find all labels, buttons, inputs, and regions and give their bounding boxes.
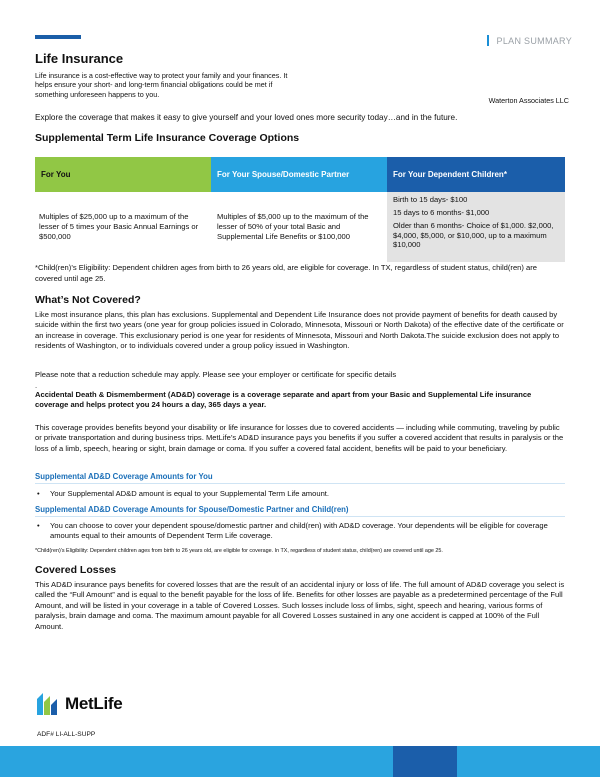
page-title: Life Insurance — [35, 51, 124, 66]
document-code: ADF# LI-ALL-SUPP — [37, 731, 96, 738]
footer-band-light-blue-right — [457, 746, 600, 777]
plan-summary-label — [487, 35, 572, 46]
metlife-wordmark: MetLife — [65, 694, 123, 713]
metlife-logo-icon — [37, 693, 61, 715]
add-description-text: This coverage provides benefits beyond your disability or life insurance for losses due to covered accidents — including while commuting, traveling by public or private transportation and during business trips. MetLife’s AD&D insurance pays you benefits if you suffer a covered accident that results in paralysis or the loss of a limb, speech, hearing or sight, brain damage or coma. If you suffer a covered fatal accident, benefits will be paid to your beneficiary. — [35, 423, 564, 453]
intro-text: Life insurance is a cost-effective way to protect your family and your finances. It helps ensure your short- and long-term financial obligations could be met if something unforeseen happens to you. — [35, 71, 288, 99]
supplemental-title: Supplemental Term Life Insurance Coverage Options — [35, 132, 300, 144]
covered-losses-text: This AD&D insurance pays benefits for covered losses that are the result of an accidental injury or loss of life. The full amount of AD&D coverage you select is called the “Full Amount” and is equal to the benefit payable for the loss of life. Benefits for other losses are payable as a predetermined percentage of the Full Amount, and will be listed in your coverage in a table of Covered Losses. Such losses include loss of limbs, sight, speech and hearing, various forms of paralysis, brain damage and coma. The maximum amount payable for all Covered Losses sustained in any one accident is capped at 100% of the Full Amount. — [35, 580, 565, 631]
add-spouse-bullet-text: You can choose to cover your dependent spouse/domestic partner and child(ren) with AD&D coverage. Your dependents will be eligible for coverage amounts equal to their amounts of Dependent Term Life coverage. — [50, 521, 548, 541]
add-you-bullet-text: Your Supplemental AD&D amount is equal to your Supplemental Term Life amount. — [50, 489, 330, 498]
cell-for-you — [35, 192, 211, 262]
not-covered-title: What’s Not Covered? — [35, 294, 141, 306]
footer-band-light-blue — [0, 746, 393, 777]
cell-for-you-text: Multiples of $25,000 up to a maximum of the lesser of 5 times your Basic Annual Earnings or $500,000 — [39, 212, 199, 241]
add-intro-text: Accidental Death & Dismemberment (AD&D) coverage is a coverage separate and apart from your Basic and Supplemental Life insurance coverage and helps protect you 24 hours a day, 365 days a year. — [35, 390, 532, 410]
cell-for-children — [387, 192, 565, 262]
children-eligibility-note: *Child(ren)’s Eligibility: Dependent children ages from birth to 26 years old, are eligible for coverage. In TX, regardless of student status, child(ren) are covered until age 25. — [35, 263, 538, 283]
stray-period: . — [35, 381, 38, 390]
child-option-3: Older than 6 months- Choice of $1,000. $2,000, $4,000, $5,000, or $10,000, up to a maximum $10,000 — [393, 220, 554, 250]
company-name: Waterton Associates LLC — [488, 96, 569, 105]
header-for-you: For You — [35, 157, 211, 192]
coverage-table-row — [35, 192, 565, 262]
cell-for-spouse — [211, 192, 387, 262]
child-option-2: 15 days to 6 months- $1,000 — [393, 207, 490, 217]
metlife-logo — [37, 693, 122, 715]
bullet-icon: • — [37, 521, 40, 530]
header-for-children: For Your Dependent Children* — [387, 157, 565, 192]
explore-text: Explore the coverage that makes it easy to give yourself and your loved ones more security today…and in the future. — [35, 113, 458, 122]
add-spouse-heading: Supplemental AD&D Coverage Amounts for Spouse/Domestic Partner and Child(ren) — [35, 505, 565, 517]
coverage-table-header — [35, 157, 565, 192]
covered-losses-title: Covered Losses — [35, 564, 117, 576]
coverage-options-table — [35, 157, 565, 262]
cell-for-spouse-text: Multiples of $5,000 up to the maximum of the lesser of 50% of your total Basic and Supplemental Life Benefits or $100,000 — [217, 212, 369, 241]
plan-summary-divider — [487, 35, 489, 46]
add-spouse-bullet — [37, 521, 557, 542]
exclusions-text: Like most insurance plans, this plan has exclusions. Supplemental and Dependent Life Insurance does not provide payment of benefits for death caused by suicide within the first two years (one year for group policies issued in Colorado, Minnesota, Missouri or North Dakota) of the effective date of the certificate or an increase in coverage. This exclusionary period is one year for residents of Minnesota, Missouri and North Dakota.The suicide exclusion does not apply to residents of Washington, or to individuals covered under a group policy issued in Washington. — [35, 310, 564, 351]
footer-band-dark-blue — [393, 746, 457, 777]
add-eligibility-note: *Child(ren)’s Eligibility: Dependent children ages from birth to 26 years old, are eligible for coverage. In TX, regardless of student status, child(ren) are covered until age 25. — [35, 548, 443, 554]
bullet-icon: • — [37, 489, 40, 498]
add-you-heading: Supplemental AD&D Coverage Amounts for You — [35, 472, 565, 484]
plan-summary-text: PLAN SUMMARY — [496, 35, 572, 46]
header-for-spouse: For Your Spouse/Domestic Partner — [211, 157, 387, 192]
reduction-note: Please note that a reduction schedule may apply. Please see your employer or certificate for specific details — [35, 370, 397, 379]
footer-color-band — [0, 746, 600, 777]
child-option-1: Birth to 15 days- $100 — [393, 195, 468, 204]
top-accent-bar — [35, 35, 81, 39]
add-you-bullet — [37, 489, 557, 499]
